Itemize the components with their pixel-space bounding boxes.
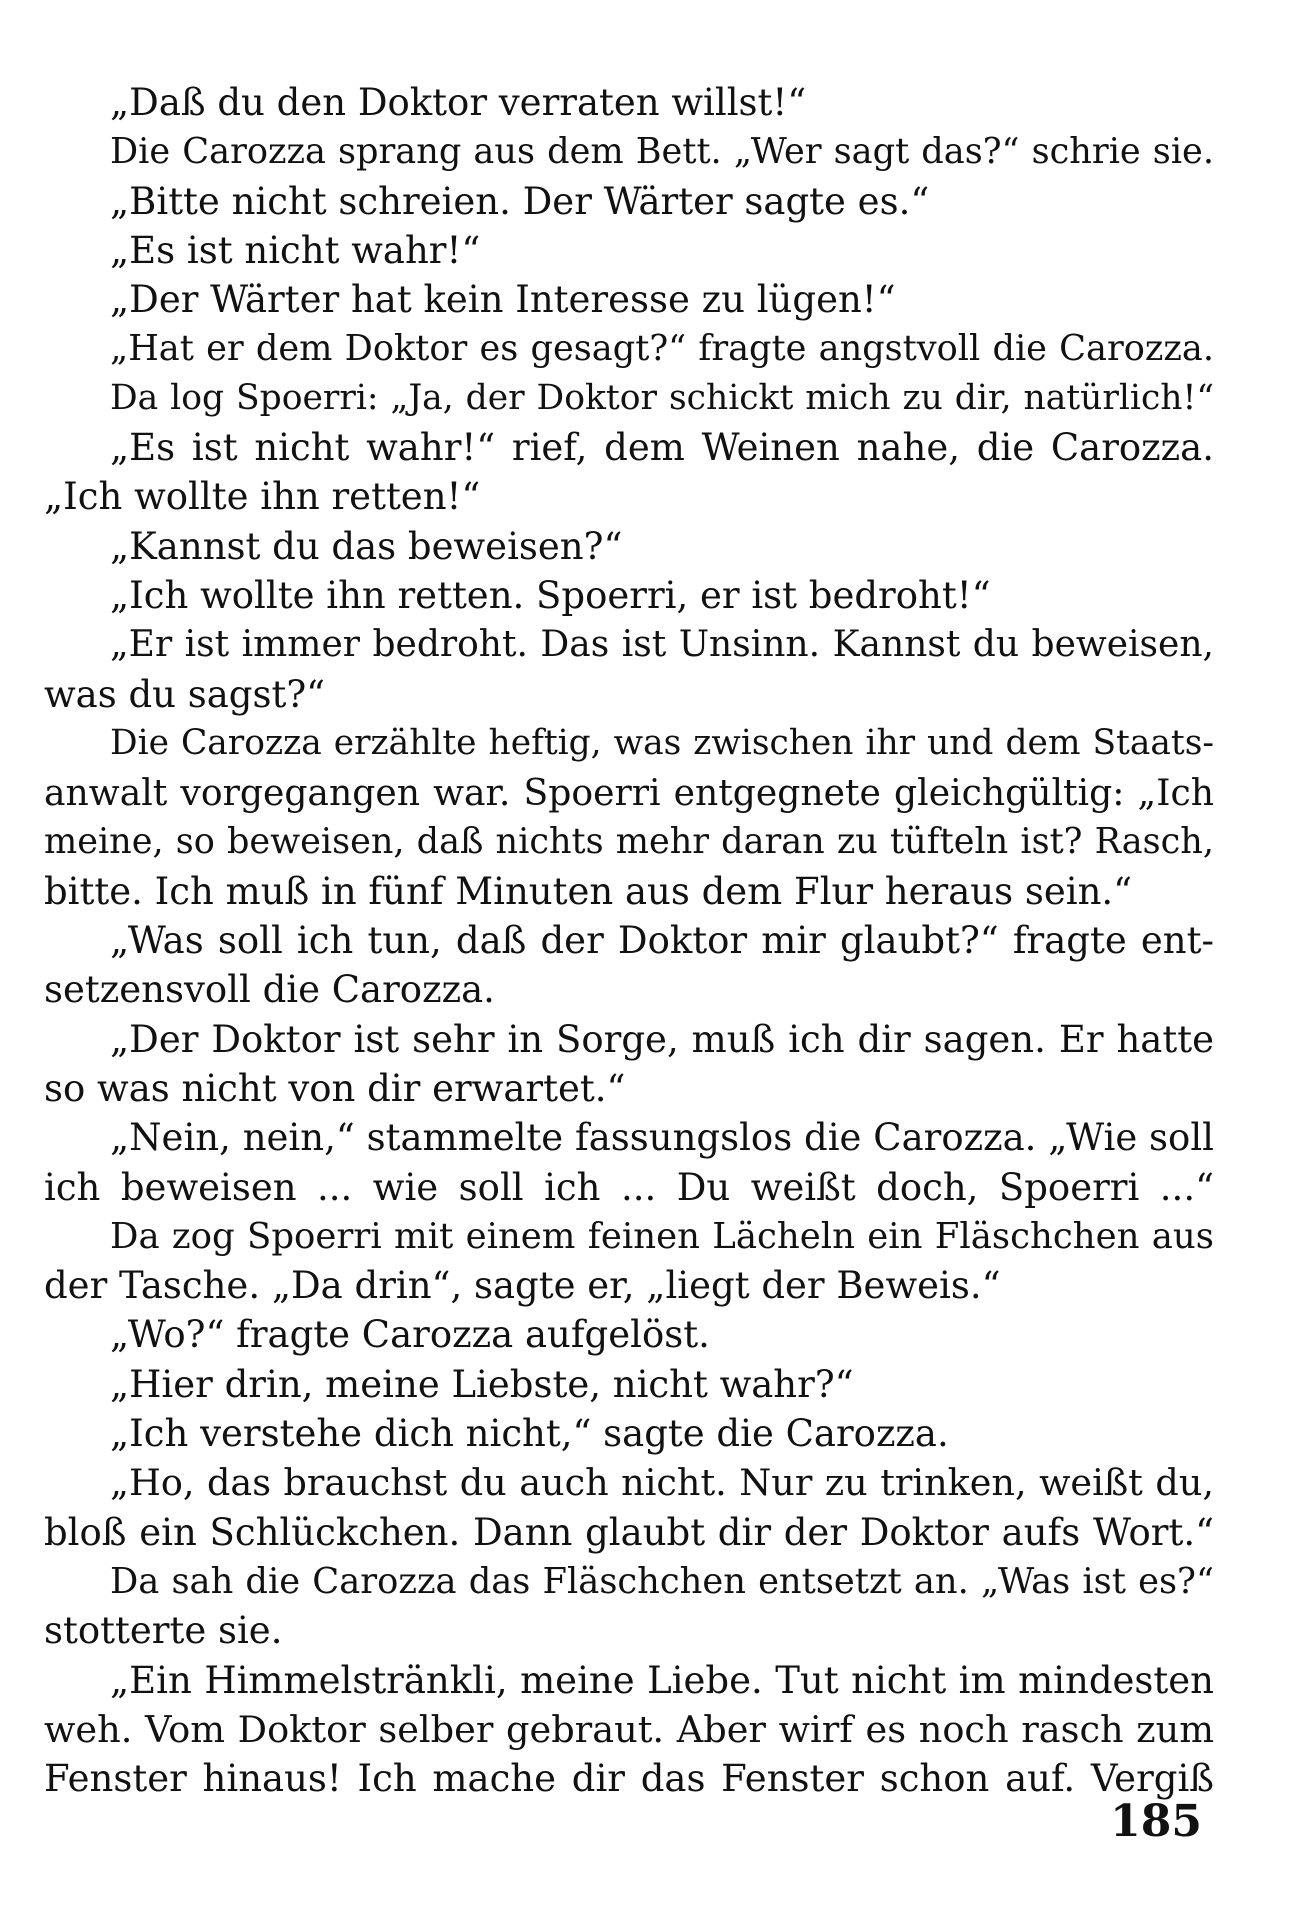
text-line: Da zog Spoerri mit einem feinen Lächeln ein Fläschchen aus	[110, 1215, 1214, 1257]
text-line: Da sah die Carozza das Fläschchen entsetzt an. „Was ist es?“	[110, 1560, 1214, 1602]
page-number: 185	[1110, 1796, 1202, 1847]
text-line: „Ich verstehe dich nicht,“ sagte die Carozza.	[110, 1412, 949, 1456]
text-line: „Der Wärter hat kein Interesse zu lügen!“	[110, 278, 896, 322]
text-line: „Wo?“ fragte Carozza aufgelöst.	[110, 1313, 710, 1357]
text-line: was du sagst?“	[44, 672, 326, 716]
text-line: so was nicht von dir erwartet.“	[44, 1066, 626, 1110]
text-line: „Ich wollte ihn retten!“	[44, 475, 481, 519]
text-line: bitte. Ich muß in fünf Minuten aus dem Flur heraus sein.“	[44, 869, 1133, 913]
text-line: weh. Vom Doktor selber gebraut. Aber wirf es noch rasch zum	[44, 1707, 1214, 1751]
text-line: Da log Spoerri: „Ja, der Doktor schickt mich zu dir, natürlich!“	[110, 377, 1214, 418]
text-line: „Nein, nein,“ stammelte fassungslos die Carozza. „Wie soll	[110, 1116, 1214, 1160]
text-line: ich beweisen ... wie soll ich ... Du weißt doch, Spoerri ...“	[44, 1165, 1214, 1209]
text-line: „Es ist nicht wahr!“	[110, 228, 481, 272]
text-line: „Ho, das brauchst du auch nicht. Nur zu trinken, weißt du,	[110, 1461, 1214, 1505]
text-line: „Hat er dem Doktor es gesagt?“ fragte angstvoll die Carozza.	[110, 328, 1214, 370]
text-line: „Bitte nicht schreien. Der Wärter sagte es.“	[110, 179, 930, 223]
text-line: „Kannst du das beweisen?“	[110, 524, 623, 568]
text-line: „Was soll ich tun, daß der Doktor mir glaubt?“ fragte ent-	[110, 919, 1214, 963]
text-line: Die Carozza erzählte heftig, was zwischen ihr und dem Staats-	[110, 722, 1214, 763]
text-line: „Ich wollte ihn retten. Spoerri, er ist bedroht!“	[110, 573, 991, 617]
text-line: setzensvoll die Carozza.	[44, 968, 495, 1012]
text-line: bloß ein Schlückchen. Dann glaubt dir der Doktor aufs Wort.“	[44, 1510, 1214, 1554]
text-line: „Ein Himmelstränkli, meine Liebe. Tut nicht im mindesten	[110, 1658, 1214, 1702]
text-line: meine, so beweisen, daß nichts mehr daran zu tüfteln ist? Rasch,	[44, 821, 1214, 863]
text-line: der Tasche. „Da drin“, sagte er, „liegt der Beweis.“	[44, 1264, 1001, 1308]
text-line: „Er ist immer bedroht. Das ist Unsinn. Kannst du beweisen,	[110, 624, 1214, 666]
text-line: „Hier drin, meine Liebste, nicht wahr?“	[110, 1362, 854, 1406]
text-line: Fenster hinaus! Ich mache dir das Fenster schon auf. Vergiß	[44, 1757, 1214, 1801]
text-line: „Es ist nicht wahr!“ rief, dem Weinen nahe, die Carozza.	[110, 426, 1214, 470]
text-line: stotterte sie.	[44, 1609, 283, 1653]
body-text	[44, 78, 1214, 1803]
text-line: Die Carozza sprang aus dem Bett. „Wer sagt das?“ schrie sie.	[110, 131, 1214, 173]
text-line: anwalt vorgegangen war. Spoerri entgegnete gleichgültig: „Ich	[44, 771, 1214, 815]
text-line: „Daß du den Doktor verraten willst!“	[110, 81, 807, 124]
text-line: „Der Doktor ist sehr in Sorge, muß ich dir sagen. Er hatte	[110, 1017, 1214, 1061]
